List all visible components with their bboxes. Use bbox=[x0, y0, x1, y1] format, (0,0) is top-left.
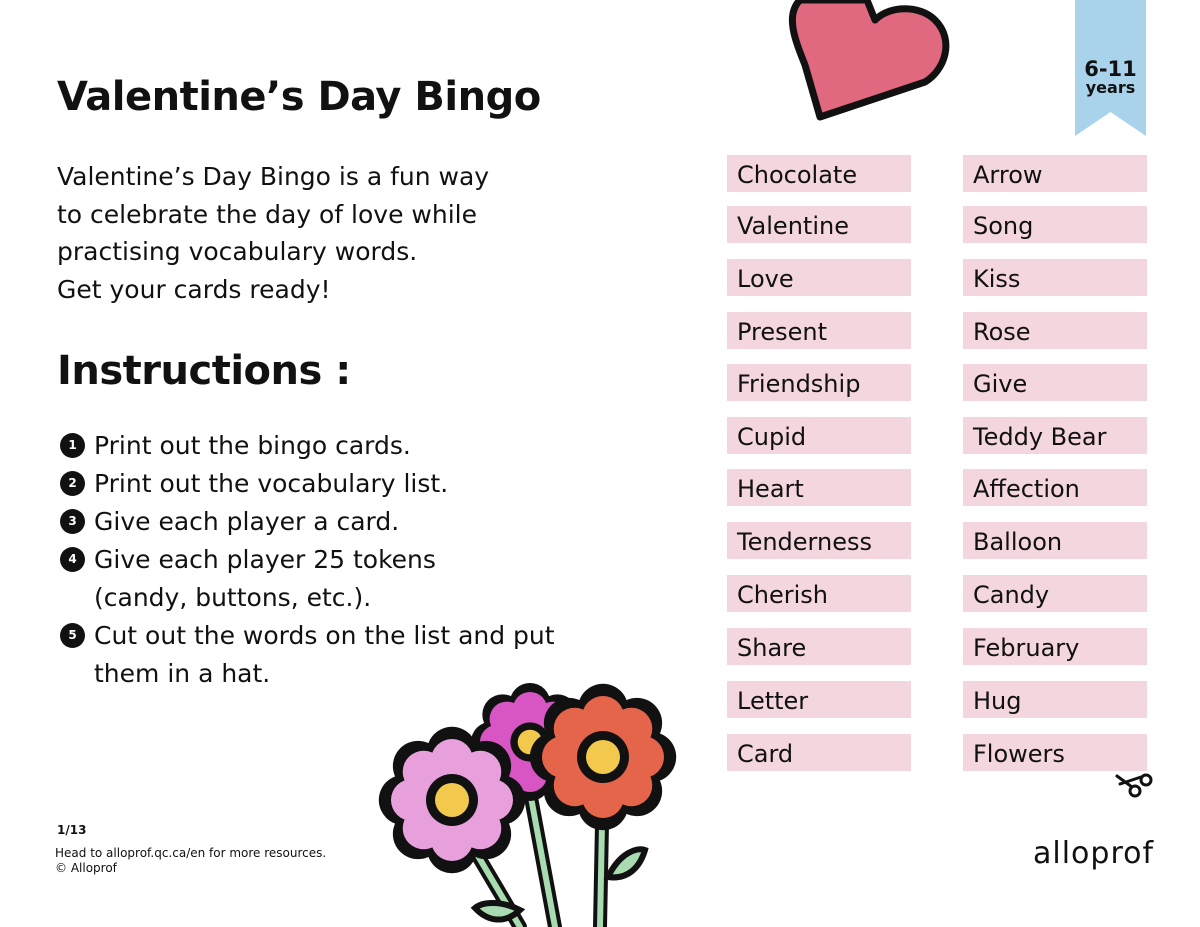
intro-line: Get your cards ready! bbox=[57, 274, 331, 304]
vocab-word: Heart bbox=[727, 469, 911, 506]
instruction-step bbox=[57, 427, 617, 465]
step-number-badge: 1 bbox=[60, 433, 85, 458]
vocab-word: Candy bbox=[963, 575, 1147, 612]
vocab-word: Share bbox=[727, 628, 911, 665]
instruction-step bbox=[57, 541, 617, 617]
step-number-badge: 5 bbox=[60, 623, 85, 648]
step-number-badge: 3 bbox=[60, 509, 85, 534]
step-text: (candy, buttons, etc.). bbox=[94, 583, 372, 612]
instructions-list bbox=[57, 427, 617, 693]
vocab-word: Cherish bbox=[727, 575, 911, 612]
instructions-heading: Instructions : bbox=[57, 348, 351, 394]
vocab-word: Arrow bbox=[963, 155, 1147, 192]
intro-line: practising vocabulary words. bbox=[57, 237, 418, 266]
footer-credits bbox=[55, 846, 326, 876]
vocab-word: Present bbox=[727, 312, 911, 349]
vocab-word: Card bbox=[727, 734, 911, 771]
step-text: Print out the vocabulary list. bbox=[94, 469, 449, 498]
vocab-word: Friendship bbox=[727, 364, 911, 401]
vocab-word: Rose bbox=[963, 312, 1147, 349]
heart-icon bbox=[785, 0, 955, 125]
instruction-step bbox=[57, 503, 617, 541]
vocab-word: Tenderness bbox=[727, 522, 911, 559]
vocab-word: Song bbox=[963, 206, 1147, 243]
vocab-word: Hug bbox=[963, 681, 1147, 718]
scissors-icon bbox=[1115, 768, 1155, 800]
vocab-word: February bbox=[963, 628, 1147, 665]
step-text: them in a hat. bbox=[94, 659, 271, 688]
intro-line: to celebrate the day of love while bbox=[57, 199, 477, 229]
age-unit: years bbox=[1085, 78, 1136, 97]
vocab-word: Chocolate bbox=[727, 155, 911, 192]
vocab-word: Give bbox=[963, 364, 1147, 401]
vocab-word: Love bbox=[727, 259, 911, 296]
step-text: Give each player a card. bbox=[94, 507, 400, 536]
vocab-word: Teddy Bear bbox=[963, 417, 1147, 454]
vocab-word: Letter bbox=[727, 681, 911, 718]
step-text: Cut out the words on the list and put bbox=[94, 621, 555, 650]
intro-paragraph bbox=[57, 158, 617, 308]
vocab-word: Valentine bbox=[727, 206, 911, 243]
vocab-word: Cupid bbox=[727, 417, 911, 454]
step-text: Give each player 25 tokens bbox=[94, 545, 436, 574]
flowers-bouquet-icon bbox=[370, 672, 690, 927]
vocab-word: Affection bbox=[963, 469, 1147, 506]
page-number: 1/13 bbox=[57, 823, 87, 837]
alloprof-logo: alloprof bbox=[1033, 836, 1155, 871]
age-range: 6-11 bbox=[1084, 57, 1137, 81]
step-number-badge: 2 bbox=[60, 471, 85, 496]
vocab-word: Balloon bbox=[963, 522, 1147, 559]
vocab-word: Kiss bbox=[963, 259, 1147, 296]
intro-line: Valentine’s Day Bingo is a fun way bbox=[57, 162, 490, 191]
instruction-step bbox=[57, 465, 617, 503]
step-number-badge: 4 bbox=[60, 547, 85, 572]
vocab-word: Flowers bbox=[963, 734, 1147, 771]
page-title: Valentine’s Day Bingo bbox=[57, 74, 541, 120]
age-badge bbox=[1075, 58, 1146, 96]
resources-link[interactable]: Head to alloprof.qc.ca/en for more resources. bbox=[55, 846, 327, 860]
copyright: © Alloprof bbox=[55, 861, 117, 875]
step-text: Print out the bingo cards. bbox=[94, 431, 411, 460]
